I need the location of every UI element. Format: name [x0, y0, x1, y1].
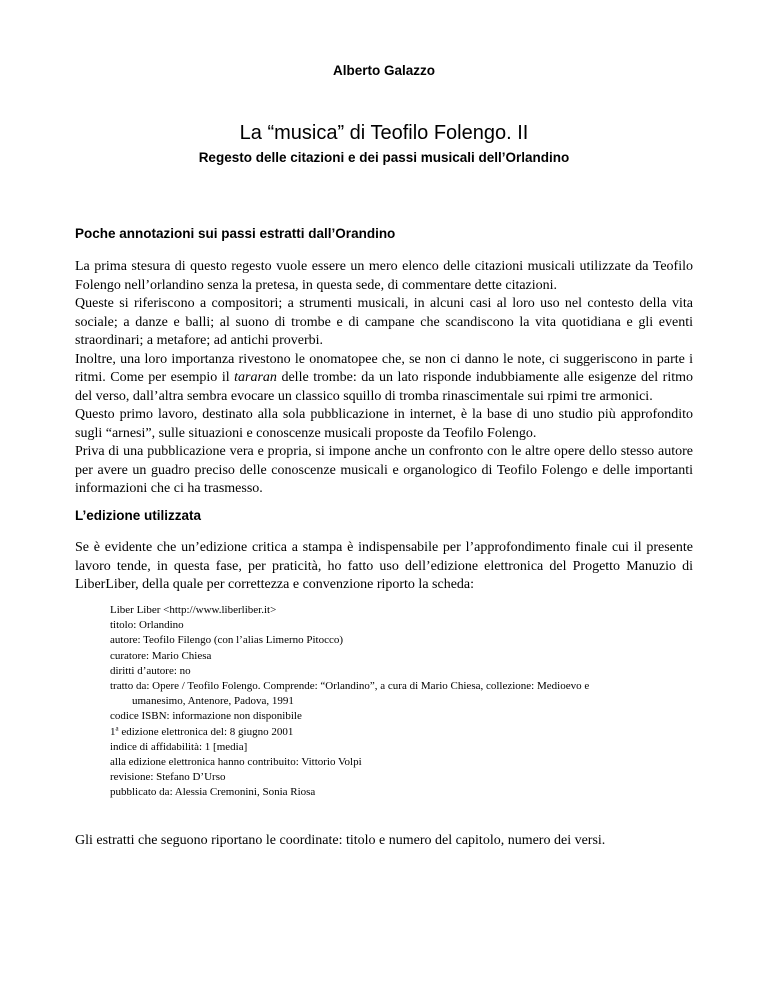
section-heading-edizione: L’edizione utilizzata — [75, 508, 202, 523]
section-heading-annotazioni: Poche annotazioni sui passi estratti dall’Orandino — [75, 226, 396, 241]
section-body-edizione — [75, 539, 693, 595]
record-line: alla edizione elettronica hanno contribuito: Vittorio Volpi — [110, 756, 362, 769]
record-line: Liber Liber <http://www.liberliber.it> — [110, 604, 277, 616]
author-name: Alberto Galazzo — [332, 63, 435, 78]
record-line: codice ISBN: informazione non disponibile — [110, 710, 302, 723]
paragraph: Queste si riferiscono a compositori; a strumenti musicali, in alcuni casi al loro uso nel contesto della vita sociale; a danze e balli; al suono di trombe e di campane che scandiscono la vita quotidiana e gli eventi straordinari; a metafore; ad antichi proverbi. — [75, 296, 693, 348]
record-line: indice di affidabilità: 1 [media] — [110, 740, 248, 753]
paragraph: Priva di una pubblicazione vera e propria, si impone anche un confronto con le altre opere dello stesso autore per avere un guadro preciso delle conoscenze musicali e organologico di Teofilo Folengo e delle importanti informazioni che ci ha trasmesso. — [75, 444, 693, 496]
document-title: La “musica” di Teofilo Folengo. II — [239, 122, 529, 144]
paragraph: Se è evidente che un’edizione critica a stampa è indispensabile per l’approfondimento finale cui il presente lavoro tende, in questa fase, per praticità, ho fatto uso dell’edizione elettronica del Progetto Manuzio di LiberLiber, della quale per correttezza e convenzione riporto la scheda: — [75, 540, 693, 592]
record-line: pubblicato da: Alessia Cremonini, Sonia Riosa — [110, 786, 316, 799]
edition-number: 1 — [110, 725, 116, 738]
paragraph — [75, 351, 693, 407]
document-subtitle: Regesto delle citazioni e dei passi musicali dell’Orlandino — [198, 150, 570, 165]
emphasis-tararan: tararan — [234, 370, 277, 385]
edition-ordinal: a — [115, 723, 119, 732]
record-line-continued: umanesimo, Antenore, Padova, 1991 — [132, 695, 294, 708]
paragraph: Questo primo lavoro, destinato alla sola pubblicazione in internet, è la base di uno studio più approfondito sugli “arnesi”, sulle situazioni e conoscenze musicali proposte da Teofilo Folengo. — [75, 407, 693, 441]
closing-paragraph: Gli estratti che seguono riportano le coordinate: titolo e numero del capitolo, numero dei versi. — [75, 833, 606, 848]
paragraph-text: Inoltre, una loro importanza rivestono le onomatopee che, se non ci danno le note, ci suggeriscono in parte i ritmi. Come per esempio il — [75, 351, 693, 385]
record-line: curatore: Mario Chiesa — [110, 649, 212, 662]
bibliographic-record — [110, 603, 695, 801]
paragraph-text: delle trombe: da un lato risponde indubbiamente alle esigenze del ritmo del verso, dall’altra sembra evocare un classico squillo di tromba rinascimentale sui rpimi tre armonici. — [75, 370, 693, 404]
record-line: tratto da: Opere / Teofilo Folengo. Comprende: “Orlandino”, a cura di Mario Chiesa, collezione: Medioevo e — [110, 680, 590, 693]
paragraph: La prima stesura di questo regesto vuole essere un mero elenco delle citazioni musicali utilizzate da Teofilo Folengo nell’orlandino senza la pretesa, in questa sede, di commentare dette citazioni. — [75, 259, 693, 293]
record-line — [110, 725, 695, 740]
section-body-annotazioni — [75, 258, 693, 499]
edition-text: edizione elettronica del: 8 giugno 2001 — [118, 725, 294, 738]
record-line: titolo: Orlandino — [110, 619, 184, 632]
record-line: autore: Teofilo Filengo (con l’alias Limerno Pitocco) — [110, 634, 344, 647]
record-line: diritti d’autore: no — [110, 664, 191, 677]
record-line: revisione: Stefano D’Urso — [110, 771, 226, 784]
